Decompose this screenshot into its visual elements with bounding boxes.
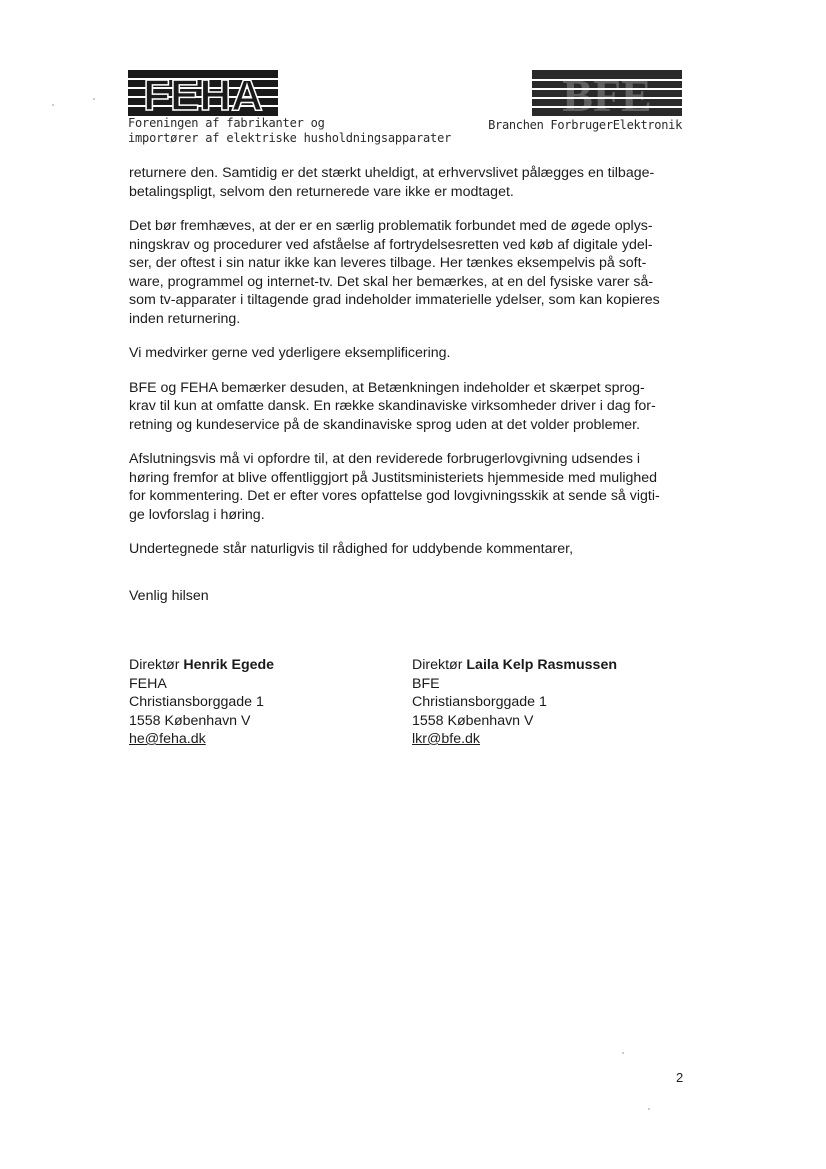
signer-org: FEHA	[129, 675, 167, 692]
signer-email-link[interactable]: lkr@bfe.dk	[412, 731, 481, 747]
paragraph-2	[129, 217, 685, 328]
signer-title-name	[129, 656, 274, 675]
signer-name: Laila Kelp Rasmussen	[466, 657, 617, 673]
signer-title: Direktør	[412, 657, 467, 673]
bfe-logo-text: BFE	[562, 70, 652, 116]
text-line: ge lovforslag i høring.	[129, 506, 265, 523]
text-line: Afslutningsvis må vi opfordre til, at den reviderede forbrugerlovgivning udsendes i	[129, 451, 641, 467]
text-line: retning og kundeservice på de skandinaviske sprog uden at det volder problemer.	[129, 416, 641, 433]
feha-org-line2: importører af elektriske husholdningsapparater	[128, 131, 452, 145]
signer-city: 1558 København V	[129, 712, 251, 729]
bfe-org-name: Branchen ForbrugerElektronik	[488, 118, 682, 132]
scan-speck	[622, 1052, 624, 1054]
scan-speck	[93, 98, 95, 100]
signer-street: Christiansborggade 1	[129, 694, 264, 710]
scan-speck	[648, 1108, 650, 1110]
paragraph-6	[129, 540, 685, 559]
text-line: for kommentering. Det er efter vores opfattelse god lovgivningsskik at sende så vigti-	[129, 488, 660, 504]
feha-header	[128, 70, 452, 146]
bfe-header	[488, 70, 682, 133]
paragraph-5	[129, 450, 685, 524]
text-line: betalingspligt, selvom den returnerede vare ikke er modtaget.	[129, 183, 514, 200]
signer-name: Henrik Egede	[183, 657, 275, 673]
feha-logo	[128, 70, 278, 116]
text-line: som tv-apparater i tiltagende grad indeholder immaterielle ydelser, som kan kopieres	[129, 292, 660, 308]
text-line: ser, der oftest i sin natur ikke kan leveres tilbage. Her tænkes eksempelvis på soft-	[129, 255, 647, 271]
text-line: Vi medvirker gerne ved yderligere eksemplificering.	[129, 345, 451, 361]
paragraph-4	[129, 379, 685, 435]
closing-greeting: Venlig hilsen	[129, 588, 209, 604]
signature-right	[412, 656, 617, 749]
signer-title: Direktør	[129, 657, 184, 673]
paragraph-1	[129, 164, 685, 201]
signer-org: BFE	[412, 675, 440, 692]
paragraph-3	[129, 344, 685, 363]
signer-title-name	[412, 656, 617, 675]
signer-email-link[interactable]: he@feha.dk	[129, 731, 206, 747]
signer-street: Christiansborggade 1	[412, 694, 547, 710]
feha-logo-text: FEHA	[143, 71, 263, 116]
page-number: 2	[676, 1070, 684, 1085]
scan-speck	[52, 104, 54, 106]
text-line: ware, programmel og internet-tv. Det skal her bemærkes, at en del fysiske varer så-	[129, 273, 654, 290]
signer-city: 1558 København V	[412, 712, 534, 729]
text-line: høring fremfor at blive offentliggjort på Justitsministeriets hjemmeside med mulighed	[129, 469, 658, 486]
text-line: BFE og FEHA bemærker desuden, at Betænkningen indeholder et skærpet sprog-	[129, 379, 645, 396]
letter-body	[129, 164, 685, 575]
feha-org-line1: Foreningen af fabrikanter og	[128, 116, 325, 130]
text-line: Det bør fremhæves, at der er en særlig problematik forbundet med de øgede oplys-	[129, 218, 653, 234]
text-line: ningskrav og procedurer ved afståelse af fortrydelsesretten ved køb af digitale ydel-	[129, 236, 653, 253]
text-line: Undertegnede står naturligvis til rådighed for uddybende kommentarer,	[129, 541, 574, 557]
text-line: krav til kun at omfatte dansk. En række skandinaviske virksomheder driver i dag for-	[129, 398, 656, 414]
bfe-logo	[532, 70, 682, 116]
text-line: returnere den. Samtidig er det stærkt uheldigt, at erhvervslivet pålægges en tilbage-	[129, 165, 655, 181]
text-line: inden returnering.	[129, 310, 241, 327]
signature-left	[129, 656, 274, 749]
